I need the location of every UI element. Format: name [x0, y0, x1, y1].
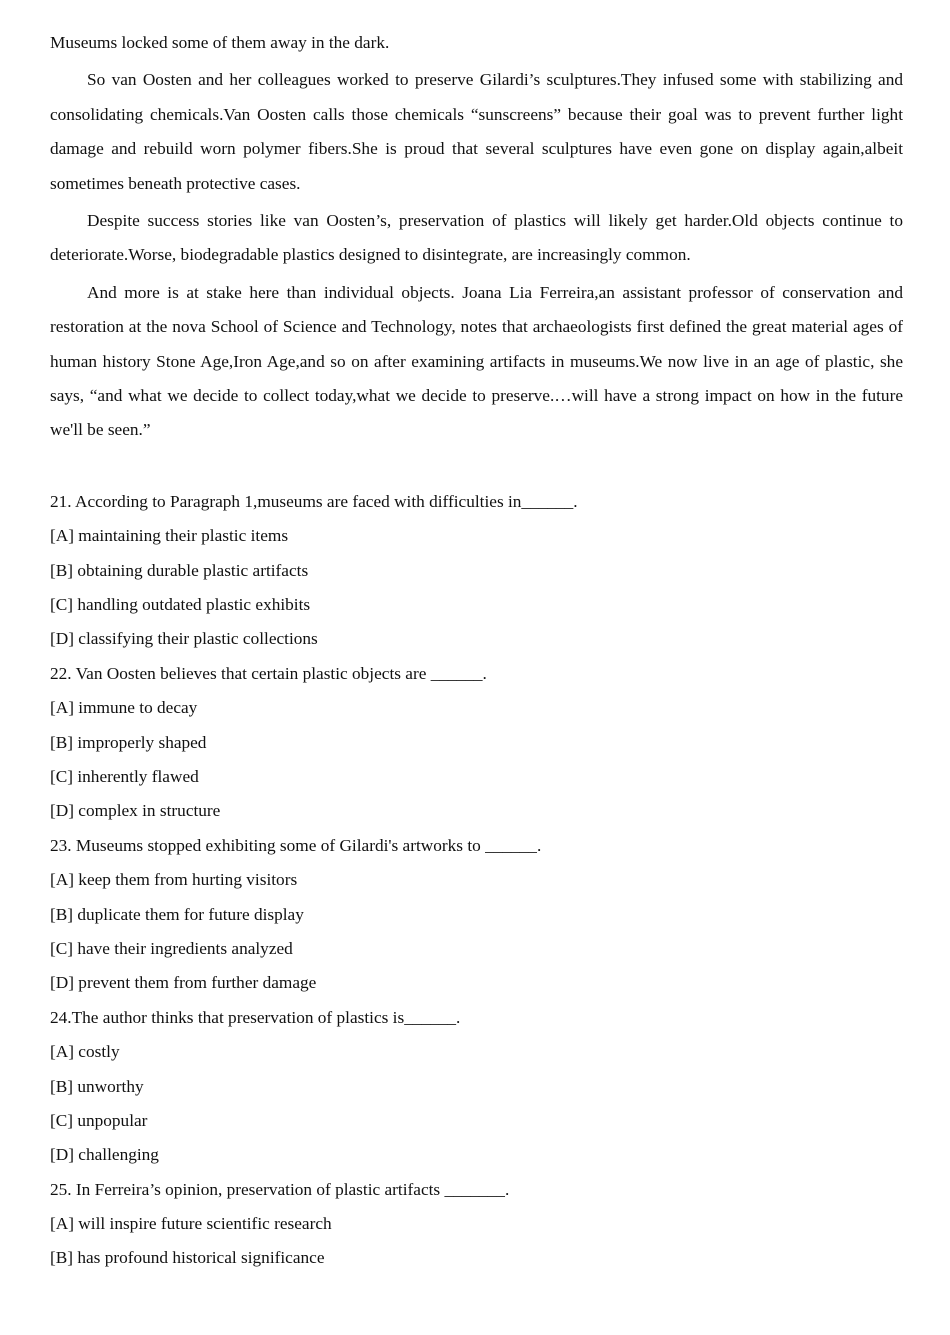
- question-stem: 25. In Ferreira’s opinion, preservation of plastic artifacts _______.: [50, 1179, 510, 1199]
- question-stem: 23. Museums stopped exhibiting some of Gilardi's artworks to ______.: [50, 835, 542, 855]
- question-24: [50, 1001, 903, 1173]
- question-stem: 21. According to Paragraph 1,museums are faced with difficulties in______.: [50, 491, 578, 511]
- question-22: [50, 657, 903, 829]
- answer-option-d: [D] complex in structure: [50, 801, 221, 821]
- answer-option-b: [B] obtaining durable plastic artifacts: [50, 560, 309, 580]
- answer-option-c: [C] handling outdated plastic exhibits: [50, 595, 311, 615]
- question-list: [50, 485, 903, 1276]
- answer-option-a: [A] immune to decay: [50, 698, 198, 718]
- answer-option-b: [B] improperly shaped: [50, 732, 207, 752]
- answer-option-c: [C] unpopular: [50, 1110, 148, 1130]
- question-stem: 22. Van Oosten believes that certain plastic objects are ______.: [50, 663, 487, 683]
- answer-option-b: [B] duplicate them for future display: [50, 904, 304, 924]
- answer-option-b: [B] unworthy: [50, 1076, 144, 1096]
- answer-option-a: [A] will inspire future scientific research: [50, 1214, 332, 1234]
- answer-option-c: [C] inherently flawed: [50, 767, 199, 786]
- passage-paragraph: Despite success stories like van Oosten’s, preservation of plastics will likely get harder.Old objects continue to deteriorate.Worse, biodegradable plastics designed to disintegrate, are increasingly common.: [50, 211, 903, 265]
- answer-option-b: [B] has profound historical significance: [50, 1248, 325, 1268]
- answer-option-d: [D] prevent them from further damage: [50, 973, 317, 993]
- answer-option-a: [A] costly: [50, 1042, 120, 1062]
- answer-option-a: [A] keep them from hurting visitors: [50, 870, 298, 890]
- question-25: [50, 1173, 903, 1276]
- question-23: [50, 829, 903, 1001]
- question-21: [50, 485, 903, 657]
- answer-option-a: [A] maintaining their plastic items: [50, 526, 289, 546]
- answer-option-d: [D] classifying their plastic collections: [50, 629, 318, 649]
- passage-paragraph: And more is at stake here than individual objects. Joana Lia Ferreira,an assistant professor of conservation and restoration at the nova School of Science and Technology, notes that archaeologists first defined the great material ages of human history Stone Age,Iron Age,and so on after examining artifacts in museums.We now live in an age of plastic, she says, “and what we decide to collect today,what we decide to preserve.…will have a strong impact on how in the future we'll be seen.”: [50, 282, 903, 440]
- answer-option-c: [C] have their ingredients analyzed: [50, 938, 293, 958]
- passage-paragraph: Museums locked some of them away in the dark.: [50, 33, 390, 52]
- answer-option-d: [D] challenging: [50, 1145, 159, 1165]
- reading-passage: [50, 26, 903, 448]
- exam-page: [50, 26, 903, 1276]
- question-stem: 24.The author thinks that preservation of plastics is______.: [50, 1007, 461, 1027]
- passage-paragraph: So van Oosten and her colleagues worked to preserve Gilardi’s sculptures.They infused some with stabilizing and consolidating chemicals.Van Oosten calls those chemicals “sunscreens” because their goal was to prevent further light damage and rebuild worn polymer fibers.She is proud that several sculptures have even gone on display again,albeit sometimes beneath protective cases.: [50, 70, 903, 193]
